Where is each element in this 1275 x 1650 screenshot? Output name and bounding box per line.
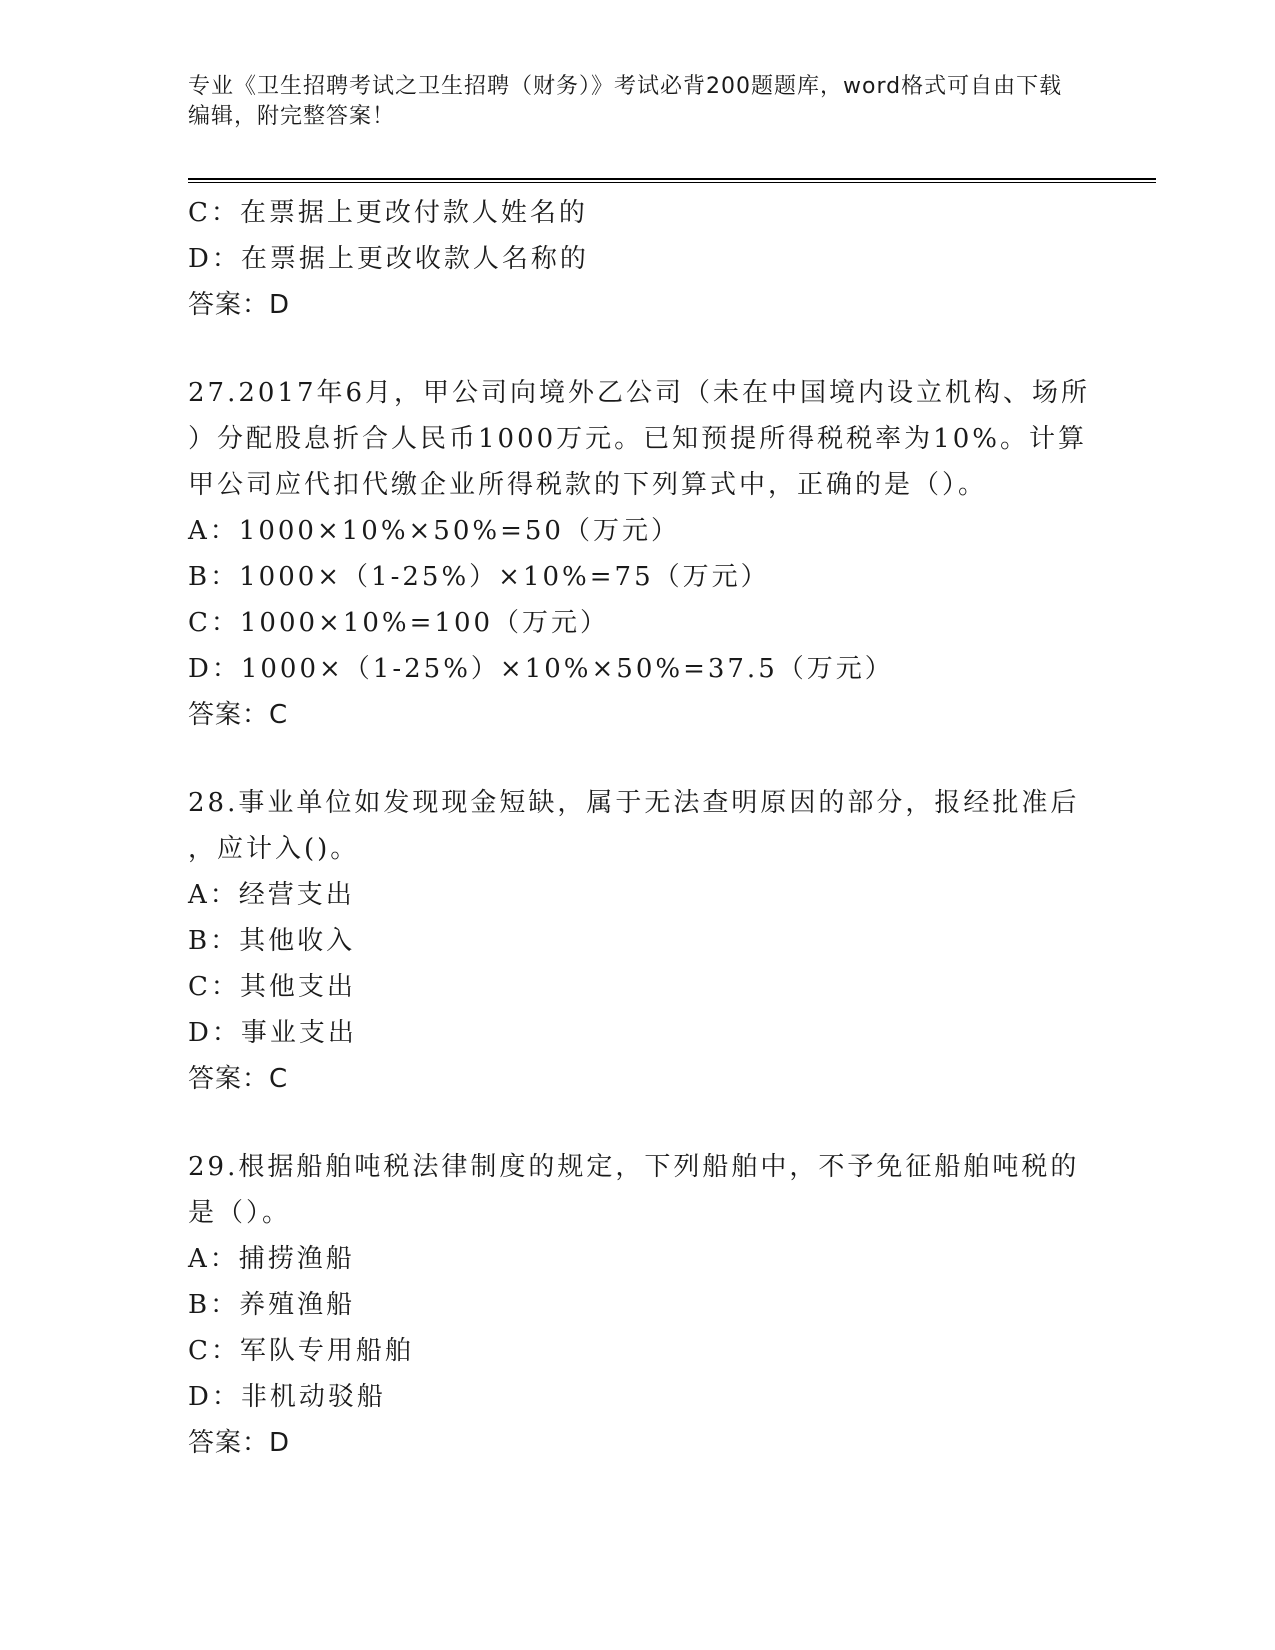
question-26-continued	[188, 190, 1088, 328]
question-text-line: ，应计入()。	[188, 834, 360, 864]
option-a: A：经营支出	[188, 880, 355, 910]
option-d: D：事业支出	[188, 1018, 357, 1048]
answer: 答案：D	[188, 290, 291, 320]
question-text-line: 27.2017年6月，甲公司向境外乙公司（未在中国境内设立机构、场所	[188, 378, 1091, 408]
option-b: B：其他收入	[188, 926, 356, 956]
option-c: C：在票据上更改付款人姓名的	[188, 198, 588, 228]
question-text-line: 是（）。	[188, 1198, 292, 1228]
option-c: C：1000×10%=100（万元）	[188, 608, 610, 638]
question-27	[188, 370, 1091, 738]
option-b: B：1000×（1-25%）×10%=75（万元）	[188, 562, 770, 592]
option-d: D：在票据上更改收款人名称的	[188, 244, 589, 274]
question-29	[188, 1144, 1088, 1466]
option-d: D：非机动驳船	[188, 1382, 386, 1412]
option-a: A：捕捞渔船	[188, 1244, 355, 1274]
document-header: 专业《卫生招聘考试之卫生招聘（财务）》考试必背200题题库，word格式可自由下载编辑，附完整答案！	[188, 74, 1063, 129]
option-c: C：其他支出	[188, 972, 356, 1002]
option-d: D：1000×（1-25%）×10%×50%=37.5（万元）	[188, 654, 894, 684]
answer: 答案：C	[188, 1064, 289, 1094]
question-list	[188, 190, 1091, 1466]
option-b: B：养殖渔船	[188, 1290, 356, 1320]
question-text-line: 28.事业单位如发现现金短缺，属于无法查明原因的部分，报经批准后	[188, 788, 1080, 818]
question-text-line: 29.根据船舶吨税法律制度的规定，下列船舶中，不予免征船舶吨税的	[188, 1152, 1080, 1182]
header-divider	[188, 178, 1156, 183]
option-a: A：1000×10%×50%=50（万元）	[188, 516, 680, 546]
answer: 答案：D	[188, 1428, 291, 1458]
option-c: C：军队专用船舶	[188, 1336, 414, 1366]
question-28	[188, 780, 1088, 1102]
question-text-line: 甲公司应代扣代缴企业所得税款的下列算式中，正确的是（）。	[188, 470, 988, 500]
question-text-line: ）分配股息折合人民币1000万元。已知预提所得税税率为10%。计算	[188, 424, 1087, 454]
answer: 答案：C	[188, 700, 289, 730]
